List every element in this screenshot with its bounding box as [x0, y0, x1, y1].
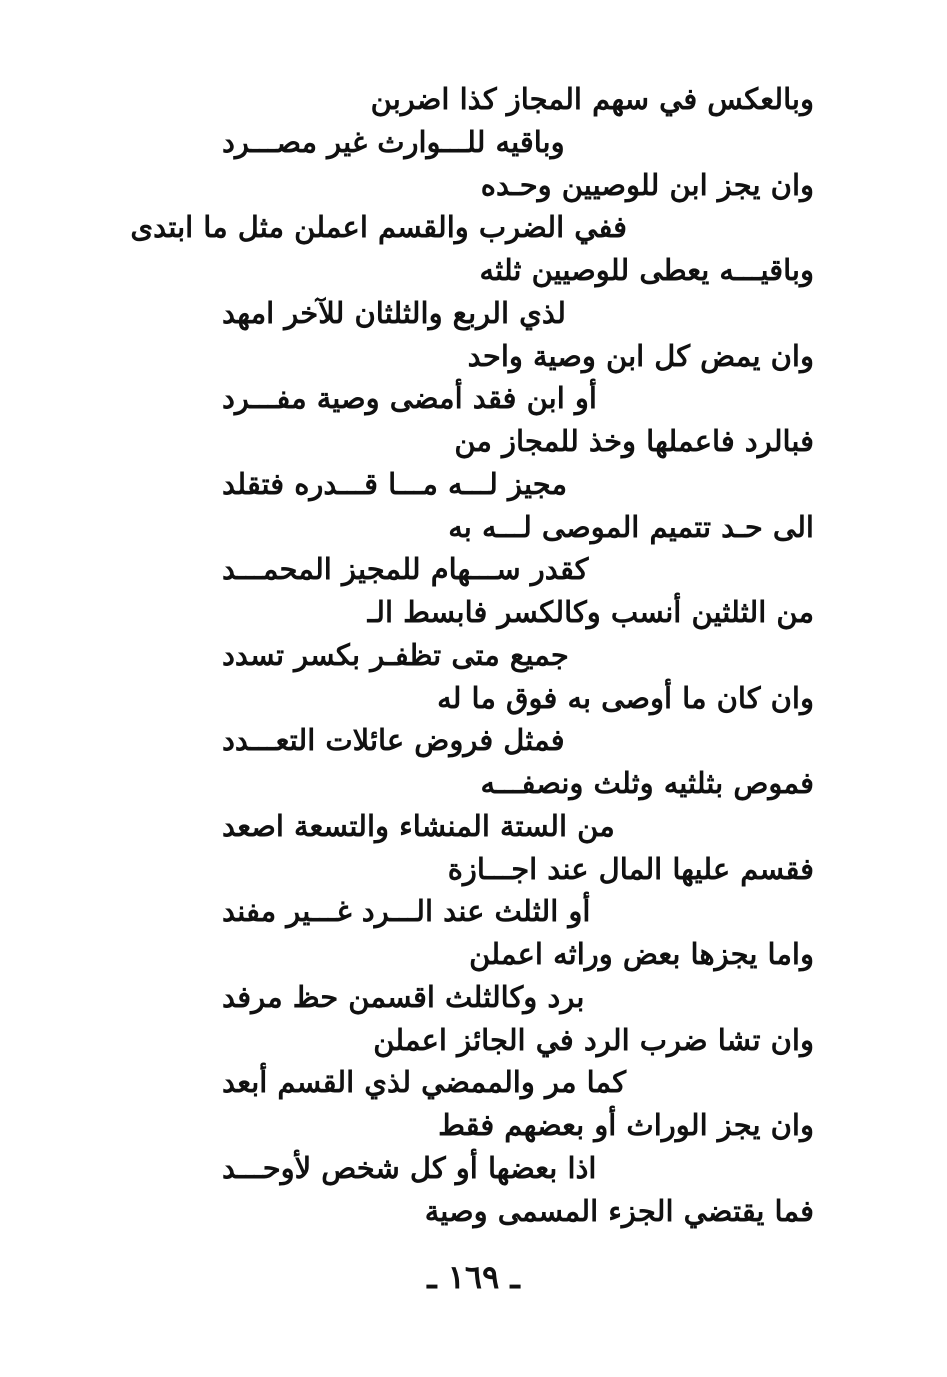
verse-line: برد وكالثلث اقسمن حظ مرفد — [222, 979, 585, 1014]
verse-line: ففي الضرب والقسم اعملن مثل ما ابتدى — [130, 210, 627, 245]
verse-line: جميع متى تظفـر بكسر تسدد — [222, 637, 569, 672]
verse-line: كما مر والممضي لذي القسم أبعد — [222, 1065, 627, 1100]
verse-line: لذي الربع والثلثان للآخر امهد — [222, 295, 566, 330]
verse-line: وان يمض كل ابن وصية واحد — [467, 338, 814, 373]
verse-line: وان يجز الوراث أو بعضهم فقط — [438, 1108, 814, 1142]
verse-line: وان يجز ابن للوصيين وحـده — [480, 167, 814, 202]
poem-body — [0, 78, 947, 1232]
verse-line: فبالرد فاعملها وخذ للمجاز من — [454, 424, 814, 458]
verse-line: فقسم عليها المال عند اجـــازة — [447, 851, 814, 886]
verse-line: كقدر ســـهام للمجيز المحمـــد — [222, 552, 589, 587]
verse-line: من الستة المنشاء والتسعة اصعد — [222, 808, 615, 843]
verse-line: وان تشا ضرب الرد في الجائز اعملن — [373, 1022, 814, 1057]
verse-line: الى حـد تتميم الموصى لـــه به — [448, 509, 814, 544]
verse-line: مجيز لـــه مـــا قـــدره فتقلد — [222, 466, 567, 501]
verse-line: واما يجزها بعض وراثه اعملن — [469, 937, 814, 971]
verse-line: من الثلثين أنسب وكالكسر فابسط الـ — [367, 595, 814, 629]
verse-line: أو الثلث عند الـــرد غـــير مفند — [222, 894, 591, 929]
verse-line: وباقيـــه يعطى للوصيين ثلثه — [479, 253, 814, 287]
verse-line: أو ابن فقد أمضى وصية مفـــرد — [222, 381, 597, 416]
verse-line: فما يقتضي الجزء المسمى وصية — [424, 1193, 814, 1228]
verse-line: وبالعكس في سهم المجاز كذا اضربن — [370, 82, 814, 116]
verse-line: فموص بثلثيه وثلث ونصفـــه — [480, 766, 814, 800]
verse-line: وان كان ما أوصى به فوق ما له — [437, 680, 814, 715]
page-number: ـ ١٦٩ ـ — [427, 1258, 520, 1296]
verse-line: فمثل فروض عائلات التعـــدد — [222, 723, 565, 758]
verse-line: اذا بعضها أو كل شخص لأوحـــد — [222, 1150, 597, 1185]
verse-line: وباقيه للـــوارث غير مصـــرد — [222, 124, 565, 159]
